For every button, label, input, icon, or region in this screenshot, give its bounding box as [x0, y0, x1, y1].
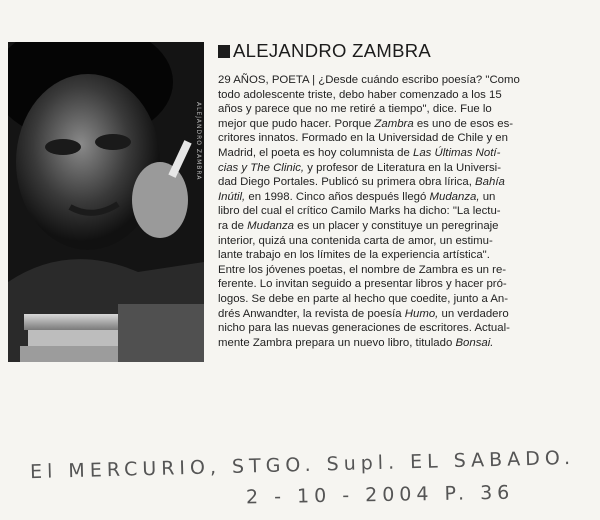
article-text: es un placer y constituye un peregrinaje — [294, 219, 499, 232]
article-line — [218, 88, 590, 103]
author-photo — [8, 42, 204, 362]
article-line — [218, 321, 590, 336]
article-text: libro del cual el crítico Camilo Marks ha dicho: "La lectu- — [218, 205, 501, 218]
article-line — [218, 219, 590, 234]
article-text: drés Anwandter, la revista de poesía — [218, 307, 405, 320]
article-text: ferente. Lo invitan seguido a presentar libros y hacer pró- — [218, 278, 507, 291]
article-line — [218, 102, 590, 117]
article-body — [218, 73, 590, 350]
article-italic-text: Las Últimas Notí- — [413, 146, 501, 159]
handwritten-source: El MERCURIO, STGO. Supl. EL SABADO. — [29, 446, 576, 484]
article-italic-text: Zambra — [374, 117, 414, 130]
article-text: Entre los jóvenes poetas, el nombre de Zambra es un re- — [218, 263, 507, 276]
article-line — [218, 117, 590, 132]
article-text: un verdadero — [438, 307, 509, 320]
article-line — [218, 277, 590, 292]
article-line — [218, 190, 590, 205]
article-italic-text: Humo, — [404, 307, 439, 320]
heading-square-icon — [218, 45, 230, 58]
article-text: y profesor de Literatura en la Universi- — [304, 161, 501, 174]
article-text: es uno de esos es- — [413, 117, 514, 130]
article-italic-text: cias y The Clinic, — [218, 161, 305, 174]
article-line — [218, 248, 590, 263]
article-text: nicho para las nuevas generaciones de escritores. Actual- — [218, 322, 510, 335]
article-line — [218, 146, 590, 161]
article-line — [218, 292, 590, 307]
article-line — [218, 73, 590, 88]
photo-credit: ALEJANDRO ZAMBRA — [195, 102, 202, 181]
article-title: ALEJANDRO ZAMBRA — [233, 40, 432, 61]
article-italic-text: Bonsai. — [455, 336, 494, 349]
article-line — [218, 175, 590, 190]
article-italic-text: Inútil, — [218, 190, 246, 203]
article-line — [218, 204, 590, 219]
article-text: dad Diego Portales. Publicó su primera obra lírica, — [218, 176, 476, 189]
article-text: ra de — [218, 219, 248, 232]
author-portrait-image — [8, 42, 204, 362]
article-line — [218, 307, 590, 322]
handwritten-annotation — [29, 446, 590, 514]
article-text: Madrid, el poeta es hoy columnista de — [218, 146, 414, 159]
article-line — [218, 131, 590, 146]
article-text: un — [479, 190, 496, 203]
article-text: 29 AÑOS, POETA | ¿Desde cuándo escribo poesía? "Como — [218, 74, 520, 86]
article-text: critores innatos. Formado en la Universidad de Chile y en — [218, 132, 508, 145]
article-text: mejor que pudo hacer. Porque — [218, 117, 375, 130]
article-text: interior, quizá una contenida carta de amor, un estimu- — [218, 234, 493, 247]
handwritten-date: 2 - 10 - 2004 P. 36 — [245, 481, 515, 509]
article-text: logos. Se debe en parte al hecho que coedite, junto a An- — [218, 292, 509, 305]
article-italic-text: Mudanza — [247, 219, 294, 232]
article-line — [218, 263, 590, 278]
article-line — [218, 161, 590, 176]
article-text: años y parece que no me retiré a tiempo", dice. Fue lo — [218, 103, 492, 116]
article-text: en 1998. Cinco años después llegó — [245, 190, 430, 203]
article-text: mente Zambra prepara un nuevo libro, titulado — [218, 336, 456, 349]
article-line — [218, 234, 590, 249]
article-heading — [218, 40, 431, 62]
article-italic-text: Bahía — [475, 176, 505, 189]
article-italic-text: Mudanza, — [429, 190, 480, 203]
article-text: lante trabajo en los límites de la experiencia artística". — [218, 249, 490, 262]
article-line — [218, 336, 590, 351]
article-text: todo adolescente triste, debo haber comenzado a los 15 — [218, 88, 502, 101]
